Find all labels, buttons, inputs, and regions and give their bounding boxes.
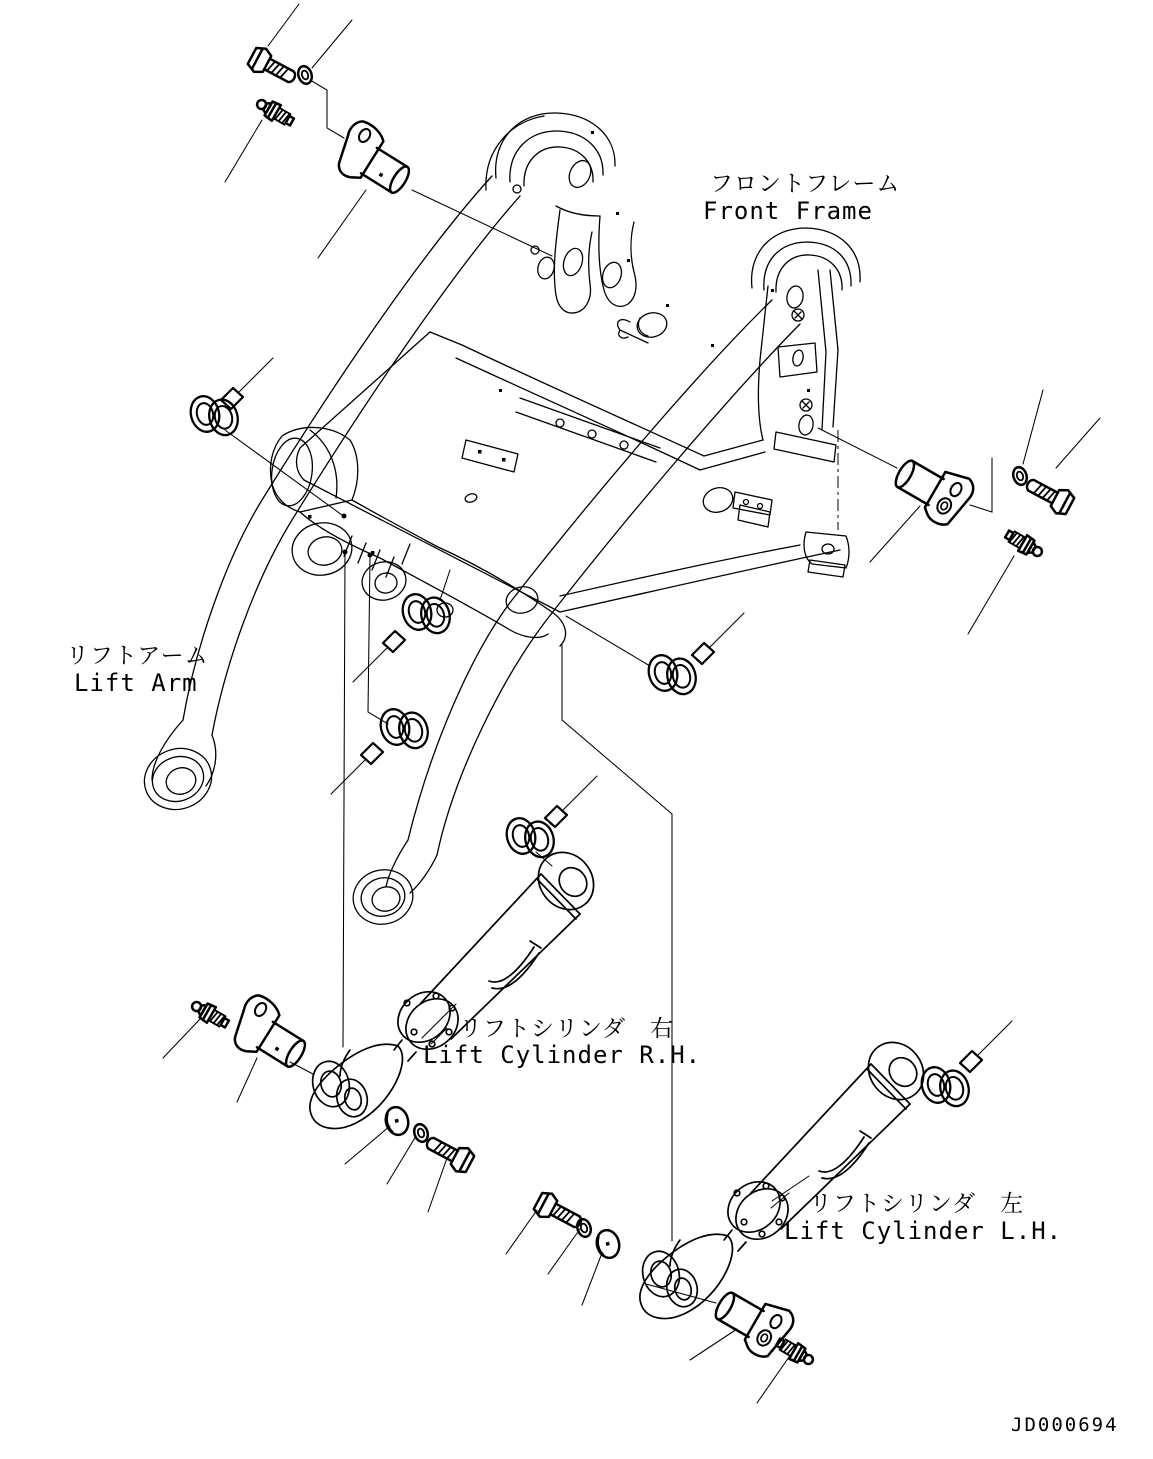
collar-rh-rod-eye (545, 776, 597, 827)
bolt-top-left (246, 45, 300, 90)
pin-top-left (328, 117, 421, 204)
pin-right (886, 447, 978, 532)
washer-bottom-middle (575, 1217, 593, 1238)
lift-cylinder-lh-drawing (638, 1031, 935, 1318)
grease-fitting-right (1003, 526, 1046, 561)
label-lift-arm-jp: リフトアーム (66, 643, 209, 669)
collar-mid-2 (331, 743, 383, 794)
labels (66, 171, 1119, 1436)
washer-top-left (296, 64, 314, 85)
lift-cylinder-rh-drawing (308, 841, 605, 1128)
lift-arm-drawing (136, 176, 800, 931)
bolt-lower-left (422, 1130, 476, 1175)
end-plate-lower-left (383, 1105, 411, 1138)
label-front-frame-jp: フロントフレーム (710, 171, 901, 197)
collar-center (692, 613, 744, 664)
collar-lh-rod-eye (960, 1021, 1012, 1072)
end-plate-bottom-middle (594, 1228, 622, 1261)
drawing-number: JD000694 (1011, 1414, 1119, 1436)
label-front-frame-en: Front Frame (703, 197, 873, 225)
bushing-upper-left (187, 389, 242, 443)
collar-mid-1 (353, 631, 405, 682)
grease-fitting-lower-left (188, 996, 231, 1031)
bushing-mid-2 (377, 702, 432, 756)
label-lift-cylinder-rh-jp: リフトシリンダ 右 (459, 1016, 675, 1042)
pin-lower-left (224, 991, 317, 1078)
bushing-mid-1 (399, 587, 454, 641)
washer-right (1011, 465, 1029, 486)
label-lift-cylinder-rh-en: Lift Cylinder R.H. (423, 1041, 702, 1069)
washer-lower-left (412, 1122, 430, 1143)
label-lift-arm-en: Lift Arm (74, 669, 198, 697)
bolt-right (1022, 472, 1076, 517)
label-lift-cylinder-lh-en: Lift Cylinder L.H. (784, 1217, 1063, 1245)
label-lift-cylinder-lh-jp: リフトシリンダ 左 (809, 1191, 1025, 1217)
